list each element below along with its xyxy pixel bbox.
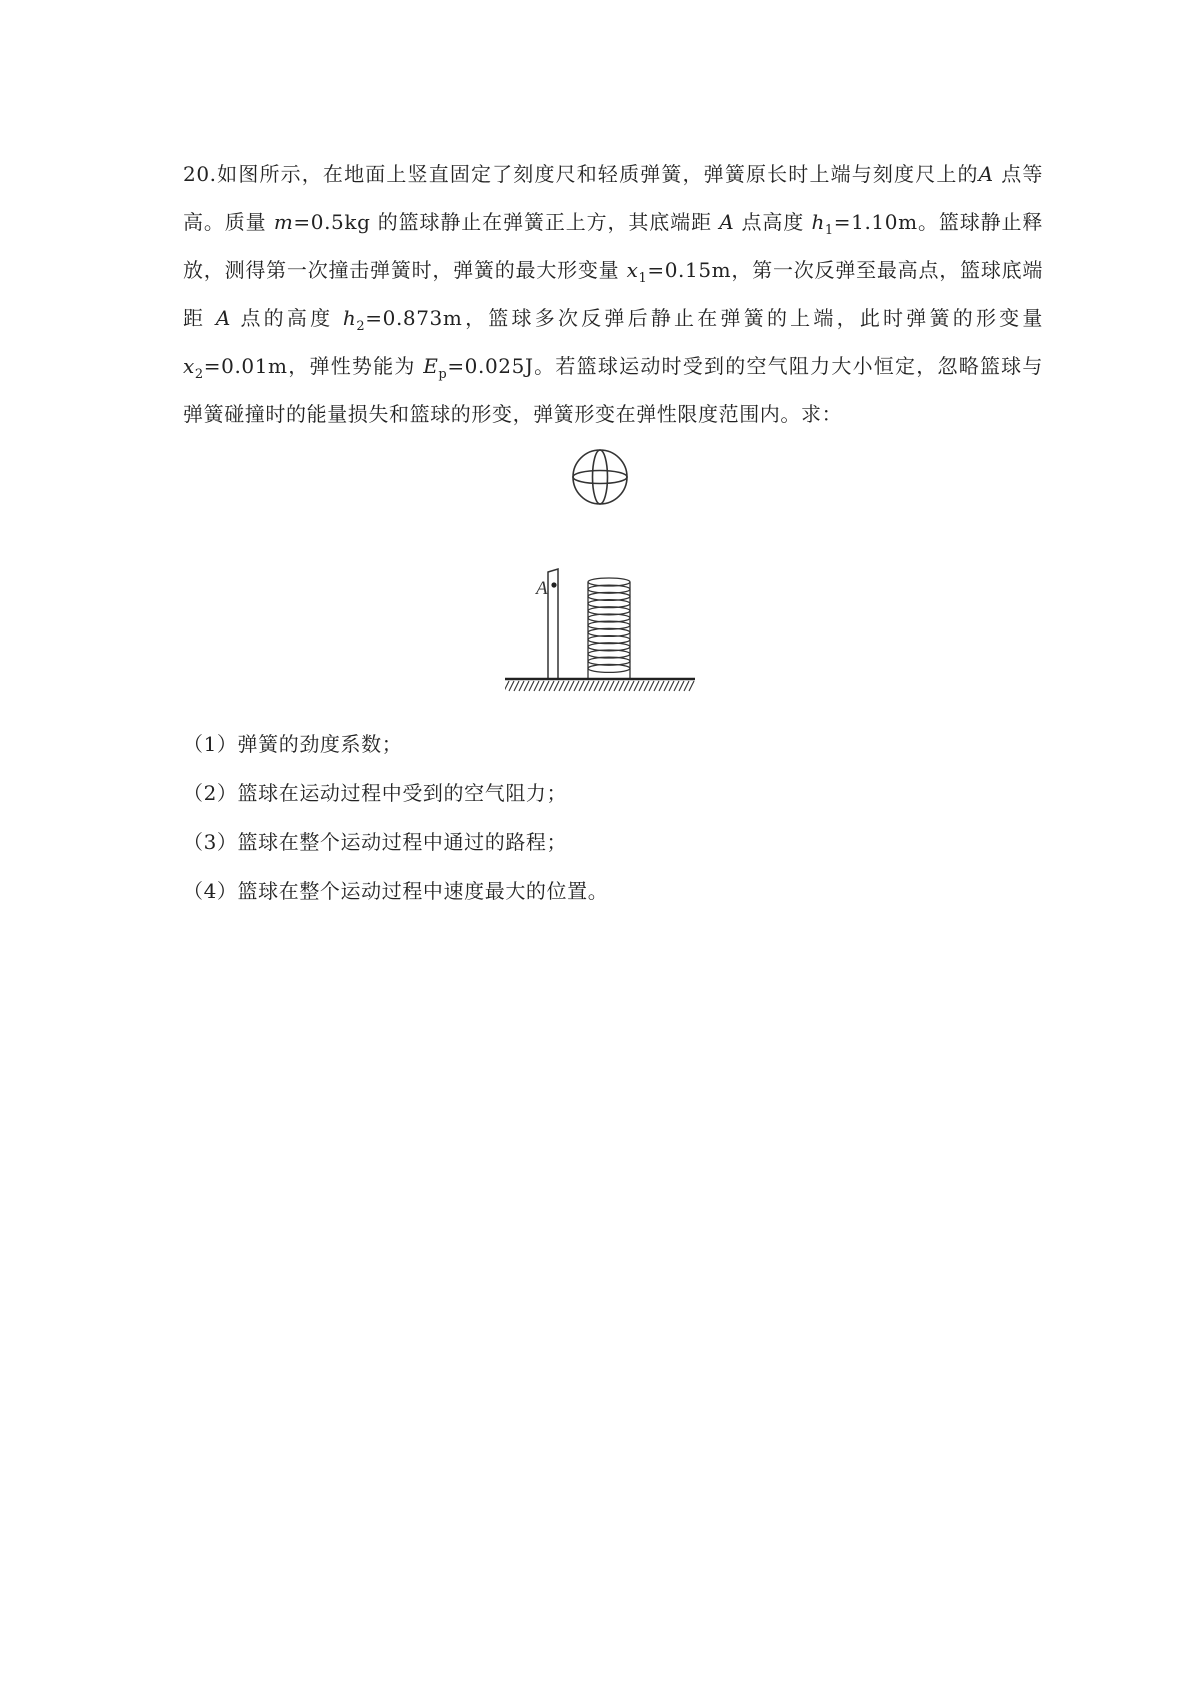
- ground-hatching: [505, 681, 694, 691]
- var-h: h: [342, 306, 357, 330]
- hatch-line: [619, 681, 624, 691]
- hatch-line: [669, 681, 674, 691]
- question-item: （3）篮球在整个运动过程中通过的路程；: [183, 830, 568, 854]
- hatch-line: [549, 681, 554, 691]
- hatch-line: [684, 681, 689, 691]
- hatch-line: [539, 681, 544, 691]
- hatch-line: [679, 681, 684, 691]
- hatch-line: [649, 681, 654, 691]
- hatch-line: [529, 681, 534, 691]
- subscript: 2: [194, 367, 204, 382]
- hatch-line: [559, 681, 564, 691]
- hatch-line: [654, 681, 659, 691]
- hatch-line: [519, 681, 524, 691]
- subscript: 1: [638, 271, 648, 286]
- subscript: p: [438, 367, 448, 382]
- hatch-line: [569, 681, 574, 691]
- hatch-line: [509, 681, 514, 691]
- hatch-line: [624, 681, 629, 691]
- question-list: [183, 720, 1043, 916]
- hatch-line: [594, 681, 599, 691]
- hatch-line: [574, 681, 579, 691]
- hatch-line: [639, 681, 644, 691]
- hatch-line: [524, 681, 529, 691]
- hatch-line: [644, 681, 649, 691]
- hatch-line: [664, 681, 669, 691]
- spring: [588, 578, 630, 679]
- hatch-line: [579, 681, 584, 691]
- question-item: （4）篮球在整个运动过程中速度最大的位置。: [183, 879, 609, 903]
- hatch-line: [554, 681, 559, 691]
- point-a: A: [719, 210, 735, 234]
- physics-figure: [505, 442, 715, 704]
- hatch-line: [604, 681, 609, 691]
- problem-statement: 20.如图所示，在地面上竖直固定了刻度尺和轻质弹簧，弹簧原长时上端与刻度尺上的A 点等高。质量 m=0.5kg 的篮球静止在弹簧正上方，其底端距 A 点高度 $h_1=1.10m$。篮球静止释放，测得第一次撞击弹簧时，弹簧的最大形变量 $x_1=0.15m$，第一次反弹至最高点，篮球底端距 A 点的高度 $h_2=0.873m$，篮球多次反弹后静止在弹簧的上端，此时弹簧的形变量 $x_2=0.01m$，弹性势能为 $E_p=0.025J$。若篮球运动时受到的空气阻力大小恒定，忽略篮球与弹簧碰撞时的能量损失和篮球的形变，弹簧形变在弹性限度范围内。求：: [183, 162, 1043, 426]
- hatch-line: [534, 681, 539, 691]
- hatch-line: [629, 681, 634, 691]
- var-m: m: [273, 210, 294, 234]
- subscript: 2: [356, 319, 366, 334]
- var-x: x: [626, 258, 639, 282]
- point-a: A: [215, 306, 231, 330]
- var-e: E: [423, 354, 439, 378]
- hatch-line: [564, 681, 569, 691]
- hatch-line: [614, 681, 619, 691]
- hatch-line: [634, 681, 639, 691]
- question-item: （2）篮球在运动过程中受到的空气阻力；: [183, 781, 568, 805]
- hatch-line: [674, 681, 679, 691]
- point-a-label: A: [536, 578, 548, 599]
- hatch-line: [689, 681, 694, 691]
- hatch-line: [514, 681, 519, 691]
- point-a-dot: [551, 582, 556, 587]
- subscript: 1: [824, 223, 834, 238]
- var-x: x: [183, 354, 195, 378]
- basketball: [573, 450, 627, 504]
- problem-number: 20.: [183, 162, 217, 186]
- hatch-line: [609, 681, 614, 691]
- hatch-line: [599, 681, 604, 691]
- hatch-line: [584, 681, 589, 691]
- hatch-line: [589, 681, 594, 691]
- hatch-line: [659, 681, 664, 691]
- hatch-line: [544, 681, 549, 691]
- var-h: h: [811, 210, 825, 234]
- question-item: （1）弹簧的劲度系数；: [183, 732, 403, 756]
- hatch-line: [505, 681, 509, 691]
- point-a: A: [978, 162, 994, 186]
